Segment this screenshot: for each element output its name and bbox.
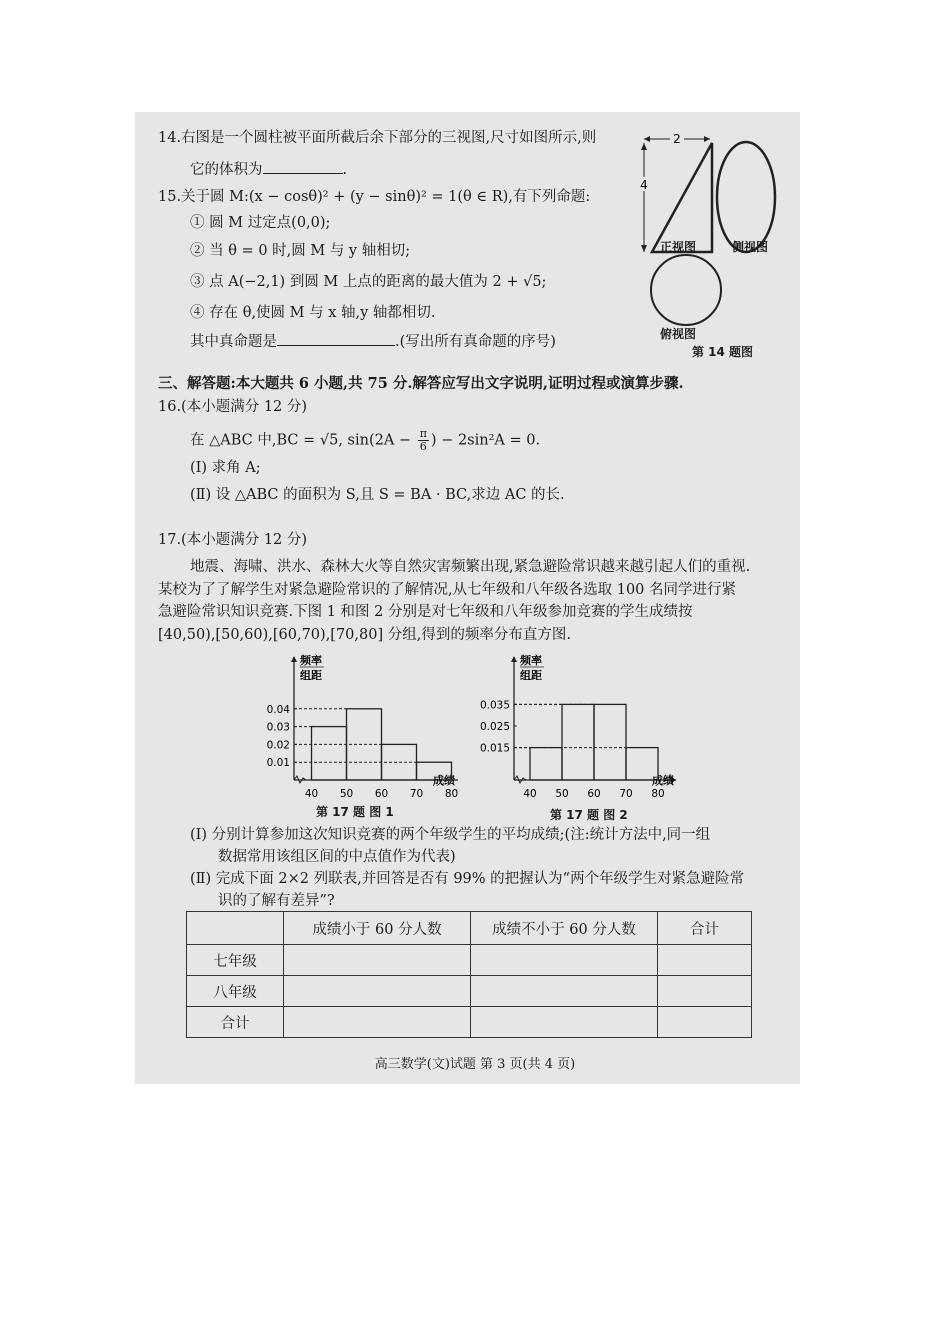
y-axis-label-top: 频率 (520, 654, 542, 667)
y-axis-label-top: 频率 (300, 654, 322, 667)
y-axis-label-bottom: 组距 (300, 669, 322, 682)
q15-item-4: ④ 存在 θ,使圆 M 与 x 轴,y 轴都相切. (190, 305, 436, 321)
q15-item-2: ② 当 θ = 0 时,圆 M 与 y 轴相切; (190, 243, 411, 259)
table-cell (471, 976, 658, 1007)
table-row (187, 945, 752, 976)
page-footer: 高三数学(文)试题 第 3 页(共 4 页) (374, 1057, 576, 1072)
table-cell (658, 976, 752, 1007)
q17-para-4: [40,50),[50,60),[60,70),[70,80] 分组,得到的频率分布直方图. (158, 627, 571, 643)
table-row-label: 八年级 (187, 976, 284, 1007)
q16-fraction: $\frac{\pi}{6}$ (419, 427, 427, 453)
q17-part1-line1: (Ⅰ) 分别计算参加这次知识竞赛的两个年级学生的平均成绩;(注:统计方法中,同一组 (190, 827, 711, 843)
histogram-bar (312, 727, 347, 780)
histogram-bar (530, 748, 562, 780)
x-axis-label: 成绩 (433, 774, 455, 787)
fig14-front-label: 正视图 (660, 240, 697, 254)
table-cell (658, 1007, 752, 1038)
y-axis-arrow (511, 656, 517, 662)
table-cell (284, 1007, 471, 1038)
x-tick-label: 50 (339, 788, 354, 798)
q16-part1: (Ⅰ) 求角 A; (190, 460, 261, 476)
contingency-table (186, 911, 752, 1038)
histogram-grade7 (258, 648, 458, 798)
x-tick-label: 50 (555, 788, 569, 798)
q15-stem: 15.关于圆 M:(x − cosθ)² + (y − sinθ)² = 1(θ ∈ R),有下列命题: (158, 189, 591, 205)
y-tick-label: 0.025 (479, 721, 510, 733)
y-tick-label: 0.035 (479, 699, 510, 712)
table-header-cell (187, 912, 284, 945)
fig14-top-view (651, 255, 721, 325)
q15-item-3: ③ 点 A(−2,1) 到圆 M 上点的距离的最大值为 2 + √5; (190, 274, 547, 290)
q16-part2: (Ⅱ) 设 △ABC 的面积为 S,且 S = BA · BC,求边 AC 的长. (190, 487, 565, 503)
y-axis-label-bottom: 组距 (520, 669, 542, 682)
q15-answer-blank (277, 331, 395, 346)
q16-title: 16.(本小题满分 12 分) (158, 399, 308, 415)
x-axis-label: 成绩 (652, 774, 674, 787)
histogram-bar (594, 704, 626, 780)
fig14-caption: 第 14 题图 (692, 345, 754, 359)
table-row (187, 1007, 752, 1038)
table-cell (471, 945, 658, 976)
table-header-cell: 成绩小于 60 分人数 (284, 912, 471, 945)
x-tick-label: 80 (444, 788, 458, 798)
q17-para-3: 急避险常识知识竞赛.下图 1 和图 2 分别是对七年级和八年级参加竞赛的学生成绩按 (158, 604, 693, 620)
q14-line2: 它的体积为 . (190, 159, 347, 179)
y-tick-label: 0.04 (266, 703, 290, 716)
x-tick-label: 70 (409, 788, 424, 798)
x-tick-label: 60 (587, 788, 601, 798)
fig14-front-view (652, 143, 712, 252)
histogram-grade8 (474, 648, 689, 798)
fig14-side-label: 侧视图 (732, 240, 769, 254)
table-cell (658, 945, 752, 976)
fig14-top-label: 俯视图 (660, 327, 697, 341)
table-row-label: 合计 (187, 1007, 284, 1038)
histogram-bar (562, 704, 594, 780)
x-tick-label: 60 (374, 788, 389, 798)
chart2-caption: 第 17 题 图 2 (550, 808, 628, 822)
q17-title: 17.(本小题满分 12 分) (158, 532, 308, 548)
q14-answer-blank (263, 159, 343, 174)
y-axis-arrow (291, 656, 297, 662)
table-cell (471, 1007, 658, 1038)
q17-para-2: 某校为了了解学生对紧急避险常识的了解情况,从七年级和八年级各选取 100 名同学进行紧 (158, 582, 736, 598)
table-row (187, 976, 752, 1007)
table-cell (284, 945, 471, 976)
q15-item-1: ① 圆 M 过定点(0,0); (190, 215, 331, 231)
q15-answer: 其中真命题是 .(写出所有真命题的序号) (190, 331, 556, 351)
q17-part1-line2: 数据常用该组区间的中点值作为代表) (218, 849, 456, 865)
x-tick-label: 40 (523, 788, 537, 798)
fig14-dim-top: 2 (673, 132, 681, 146)
table-header-cell: 成绩不小于 60 分人数 (471, 912, 658, 945)
fig14-side-view (717, 142, 775, 252)
x-tick-label: 80 (651, 788, 665, 798)
q17-para-1: 地震、海啸、洪水、森林大火等自然灾害频繁出现,紧急避险常识越来越引起人们的重视. (190, 559, 751, 575)
chart1-caption: 第 17 题 图 1 (316, 805, 394, 819)
x-tick-label: 40 (304, 788, 319, 798)
table-header-row (187, 912, 752, 945)
table-cell (284, 976, 471, 1007)
table-row-label: 七年级 (187, 945, 284, 976)
x-tick-label: 70 (619, 788, 633, 798)
section3-heading: 三、解答题:本大题共 6 小题,共 75 分.解答应写出文字说明,证明过程或演算步骤. (158, 375, 684, 392)
q17-part2-line2: 识的了解有差异”? (218, 893, 335, 909)
table-header-cell: 合计 (658, 912, 752, 945)
y-tick-label: 0.015 (479, 742, 510, 755)
fig14-dim-side: 4 (640, 178, 648, 192)
q17-part2-line1: (Ⅱ) 完成下面 2×2 列联表,并回答是否有 99% 的把握认为“两个年级学生对紧急避险常 (190, 871, 745, 887)
q16-given: 在 △ABC 中,BC = √5, sin(2A − $\frac{\pi}{6}$ ) − 2sin²A = 0. (190, 427, 541, 453)
y-tick-label: 0.02 (266, 739, 290, 752)
y-tick-label: 0.01 (266, 757, 290, 770)
q14-line1: 14.右图是一个圆柱被平面所截后余下部分的三视图,尺寸如图所示,则 (158, 130, 597, 146)
y-tick-label: 0.03 (266, 721, 290, 734)
